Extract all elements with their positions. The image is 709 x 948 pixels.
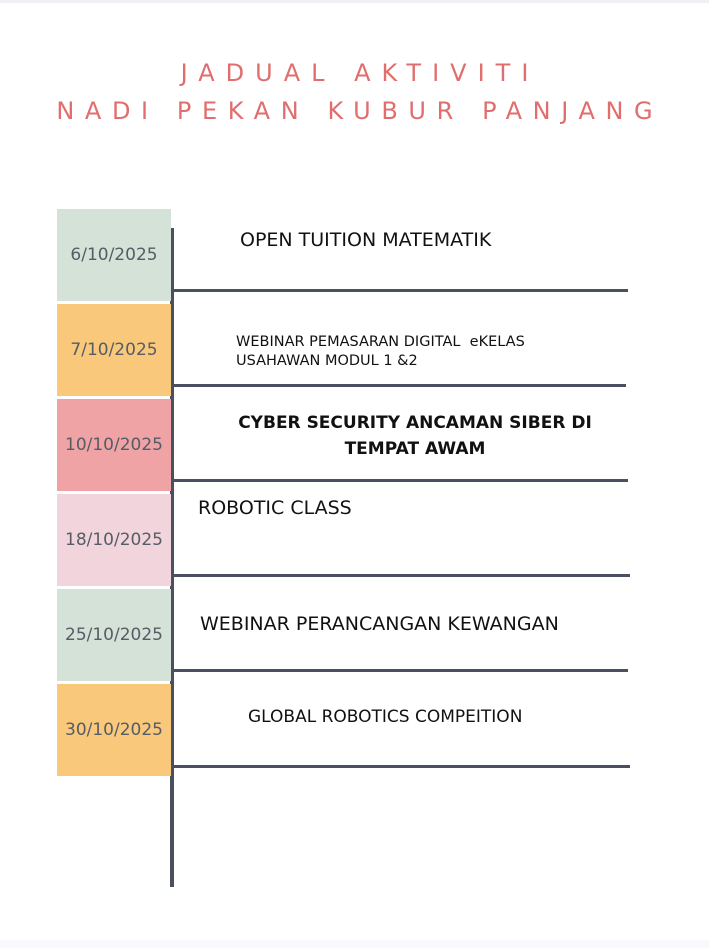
- page-title-line-1: JADUAL AKTIVITI: [180, 59, 540, 87]
- date-block-5: 25/10/2025: [57, 589, 171, 681]
- row-divider-2: [172, 384, 626, 387]
- date-block-2: 7/10/2025: [57, 304, 171, 396]
- activity-2-line-2: USAHAWAN MODUL 1 &2: [236, 353, 418, 369]
- row-divider-4: [172, 574, 630, 577]
- row-divider-6: [172, 765, 630, 768]
- activity-4: ROBOTIC CLASS: [198, 497, 352, 519]
- date-block-6: 30/10/2025: [57, 684, 171, 776]
- top-border: [0, 0, 709, 3]
- activity-3: [200, 410, 630, 462]
- row-divider-1: [172, 289, 628, 292]
- activity-1: OPEN TUITION MATEMATIK: [240, 229, 492, 251]
- bottom-border: [0, 940, 709, 948]
- activity-2: [236, 333, 525, 371]
- date-block-1: 6/10/2025: [57, 209, 171, 301]
- page-title-line-2: NADI PEKAN KUBUR PANJANG: [56, 97, 664, 125]
- row-divider-5: [172, 669, 628, 672]
- activity-5: WEBINAR PERANCANGAN KEWANGAN: [200, 613, 559, 635]
- row-divider-3: [172, 479, 628, 482]
- date-block-4: 18/10/2025: [57, 494, 171, 586]
- activity-6: GLOBAL ROBOTICS COMPEITION: [248, 707, 523, 727]
- date-block-3: 10/10/2025: [57, 399, 171, 491]
- activity-3-line-2: TEMPAT AWAM: [344, 439, 486, 459]
- activity-3-line-1: CYBER SECURITY ANCAMAN SIBER DI: [238, 413, 592, 433]
- activity-2-line-1: WEBINAR PEMASARAN DIGITAL eKELAS: [236, 334, 525, 350]
